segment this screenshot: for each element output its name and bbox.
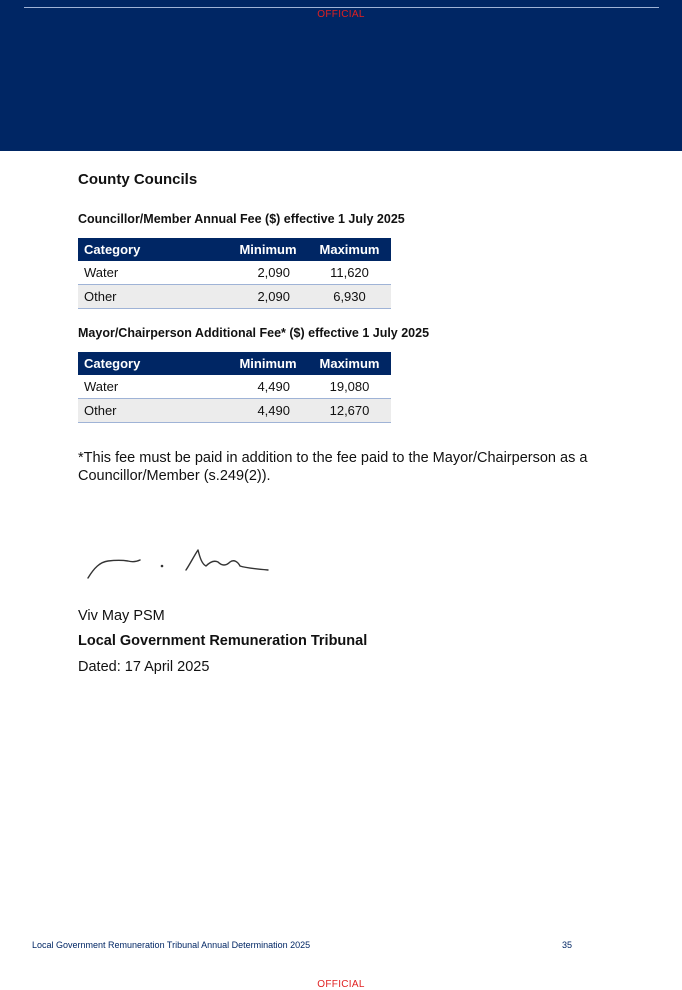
- section-title: County Councils: [78, 171, 198, 188]
- header-maximum: Maximum: [308, 238, 391, 261]
- header-category: Category: [78, 352, 228, 375]
- signatory-organisation: Local Government Remuneration Tribunal: [78, 633, 368, 649]
- cell-maximum: 19,080: [308, 375, 391, 399]
- cell-minimum: 2,090: [228, 285, 308, 309]
- cell-category: Water: [78, 375, 228, 399]
- header-minimum: Minimum: [228, 352, 308, 375]
- cell-maximum: 6,930: [308, 285, 391, 309]
- cell-minimum: 4,490: [228, 399, 308, 423]
- signatory-name: Viv May PSM: [78, 608, 165, 624]
- table-row: [78, 261, 391, 285]
- table-row: [78, 399, 391, 423]
- cell-maximum: 12,670: [308, 399, 391, 423]
- header-minimum: Minimum: [228, 238, 308, 261]
- table-header-row: [78, 238, 391, 261]
- handwritten-signature: [80, 540, 280, 584]
- mayor-fee-table: [78, 352, 391, 423]
- footer-document-title: Local Government Remuneration Tribunal Annual Determination 2025: [32, 940, 311, 950]
- header-category: Category: [78, 238, 228, 261]
- header-rule: [24, 7, 659, 8]
- cell-category: Other: [78, 399, 228, 423]
- security-marking-top: OFFICIAL: [317, 9, 365, 20]
- table-row: [78, 285, 391, 309]
- cell-category: Water: [78, 261, 228, 285]
- cell-minimum: 4,490: [228, 375, 308, 399]
- table-2-title: Mayor/Chairperson Additional Fee* ($) effective 1 July 2025: [78, 326, 430, 340]
- councillor-fee-table: [78, 238, 391, 309]
- security-marking-bottom: OFFICIAL: [317, 979, 365, 990]
- header-banner: [0, 0, 682, 151]
- table-1-title: Councillor/Member Annual Fee ($) effective 1 July 2025: [78, 212, 405, 226]
- table-row: [78, 375, 391, 399]
- cell-category: Other: [78, 285, 228, 309]
- header-maximum: Maximum: [308, 352, 391, 375]
- footnote: *This fee must be paid in addition to the fee paid to the Mayor/Chairperson as a Councillor/Member (s.249(2)).: [78, 450, 588, 484]
- cell-maximum: 11,620: [308, 261, 391, 285]
- cell-minimum: 2,090: [228, 261, 308, 285]
- footer-page-number: 35: [562, 940, 573, 950]
- signature-date: Dated: 17 April 2025: [78, 659, 210, 675]
- table-header-row: [78, 352, 391, 375]
